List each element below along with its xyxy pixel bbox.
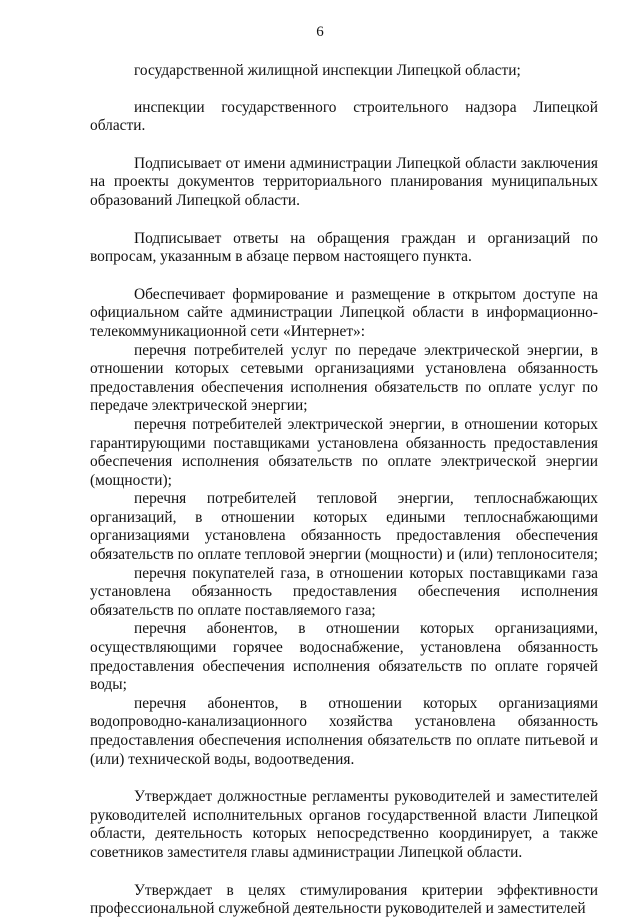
list-item-gas-buyers: перечня покупателей газа, в отношении которых поставщиками газа установлена обязанность предоставления обеспечения исполнения обязательств по оплате поставляемого газа;: [90, 564, 598, 619]
list-item-electric-energy: перечня потребителей электрической энергии, в отношении которых гарантирующими поставщиками установлена обязанность предоставления обеспечения исполнения обязательств по оплате электрической энергии (мощности);: [90, 415, 598, 489]
list-item-electricity-transmission: перечня потребителей услуг по передаче электрической энергии, в отношении которых сетевыми организациями установлена обязанность предоставления обеспечения исполнения обязательств по оплате услуг по передаче электрической энергии;: [90, 341, 598, 415]
list-item-water-supply: перечня абонентов, в отношении которых организациями водопроводно-канализационного хозяйства установлена обязанность предоставления обеспечения исполнения обязательств по оплате питьевой и (или) технической воды, водоотведения.: [90, 694, 598, 768]
paragraph-job-regulations: Утверждает должностные регламенты руководителей и заместителей руководителей исполнительных органов государственной власти Липецкой области, деятельность которых непосредственно координирует, а также советников заместителя главы администрации Липецкой области.: [90, 788, 598, 861]
document-body: [90, 62, 598, 919]
paragraph-efficiency-criteria: Утверждает в целях стимулирования критерии эффективности профессиональной служебной деятельности руководителей и заместителей: [90, 881, 598, 918]
paragraph-signs-conclusions: Подписывает от имени администрации Липецкой области заключения на проекты документов территориального планирования муниципальных образований Липецкой области.: [90, 154, 598, 209]
paragraph-publication-intro: Обеспечивает формирование и размещение в открытом доступе на официальном сайте администрации Липецкой области в информационно-телекоммуникационной сети «Интернет»:: [90, 285, 598, 340]
paragraph-construction-supervision: инспекции государственного строительного надзора Липецкой области.: [90, 98, 598, 135]
list-item-thermal-energy: перечня потребителей тепловой энергии, теплоснабжающих организаций, в отношении которых едиными теплоснабжающими организациями установлена обязанность предоставления обеспечения обязательств по оплате тепловой энергии (мощности) и (или) теплоносителя;: [90, 490, 598, 564]
paragraph-signs-answers: Подписывает ответы на обращения граждан и организаций по вопросам, указанным в абзаце первом настоящего пункта.: [90, 229, 598, 266]
list-item-hot-water: перечня абонентов, в отношении которых организациями, осуществляющими горячее водоснабжение, установлена обязанность предоставления обеспечения исполнения обязательств по оплате горячей воды;: [90, 620, 598, 694]
page-number: 6: [316, 24, 324, 40]
paragraph-housing-inspection: государственной жилищной инспекции Липецкой области;: [134, 62, 521, 79]
